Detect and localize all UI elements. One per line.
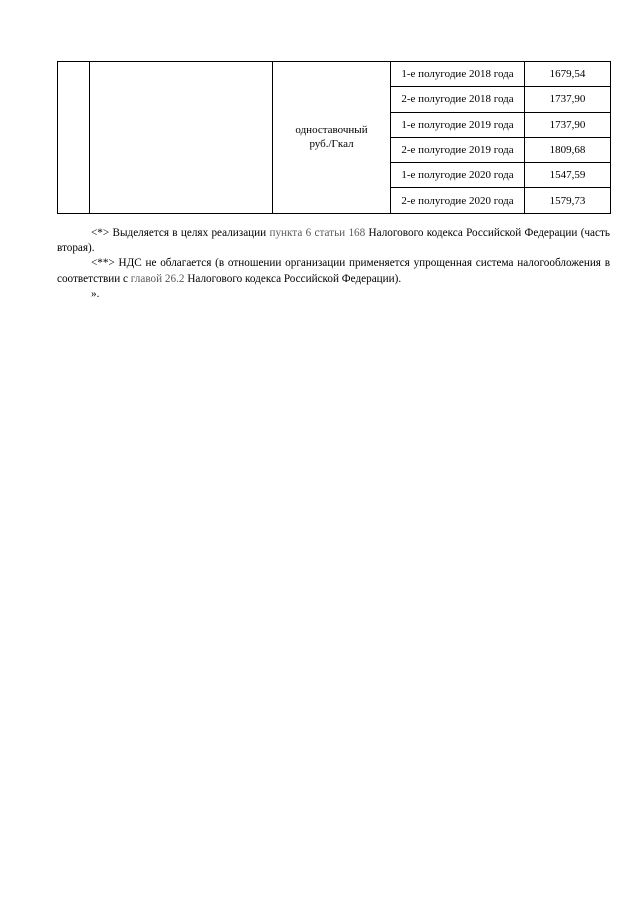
tariff-value-cell: 1547,59 [525, 163, 611, 188]
period-cell: 1-е полугодие 2019 года [391, 112, 525, 137]
table-row [58, 62, 611, 87]
law-reference-link[interactable]: главой 26.2 [130, 272, 185, 285]
footnote-text: Налогового кодекса Российской Федерации). [184, 272, 402, 285]
row-number-cell [58, 62, 90, 214]
footnote-vat-allocated [57, 226, 610, 256]
tariff-type-label: одноставочный [295, 124, 368, 137]
footnote-text: <**> НДС не облагается (в отношении организации применяется упрощенная система налогообложения в соответствии с [57, 257, 610, 285]
tariff-value-cell: 1809,68 [525, 137, 611, 162]
period-cell: 1-е полугодие 2018 года [391, 62, 525, 87]
tariff-table [57, 61, 611, 214]
period-cell: 1-е полугодие 2020 года [391, 163, 525, 188]
tariff-value-cell: 1679,54 [525, 62, 611, 87]
tariff-value-cell: 1737,90 [525, 112, 611, 137]
footnote-vat-exempt [57, 256, 610, 286]
footnote-text: Налогового кодекса Российской Федерации (часть вторая). [57, 227, 610, 255]
organization-name-cell [90, 62, 273, 214]
footnote-text: <*> Выделяется в целях реализации [91, 227, 270, 239]
tariff-value-cell: 1737,90 [525, 87, 611, 112]
footnotes [57, 226, 610, 302]
tariff-unit-label: руб./Гкал [309, 138, 354, 151]
period-cell: 2-е полугодие 2020 года [391, 188, 525, 213]
law-reference-link[interactable]: пункта 6 статьи 168 [269, 227, 366, 239]
tariff-type-cell [273, 62, 391, 214]
period-cell: 2-е полугодие 2019 года [391, 137, 525, 162]
period-cell: 2-е полугодие 2018 года [391, 87, 525, 112]
closing-quote: ». [91, 287, 100, 300]
tariff-value-cell: 1579,73 [525, 188, 611, 213]
